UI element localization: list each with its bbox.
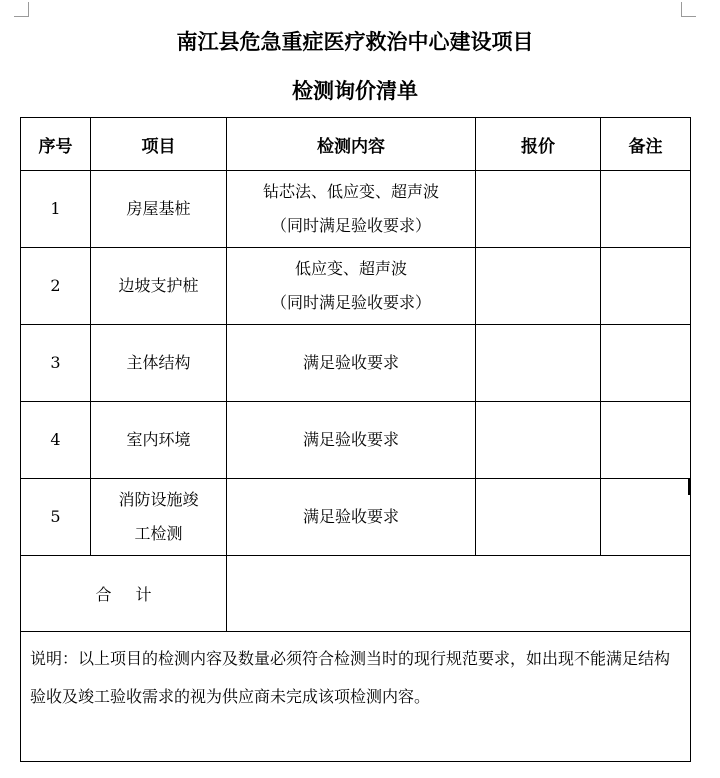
table-row bbox=[21, 171, 691, 248]
row-no: 2 bbox=[21, 248, 91, 325]
total-row bbox=[21, 556, 691, 632]
row-content bbox=[227, 171, 476, 248]
content-line: （同时满足验收要求） bbox=[270, 293, 431, 312]
header-content: 检测内容 bbox=[227, 118, 476, 171]
total-label-text: 合计 bbox=[95, 585, 176, 604]
page-corner-mark-right bbox=[681, 2, 696, 17]
document-subtitle: 检测询价清单 bbox=[292, 79, 418, 103]
row-no: 4 bbox=[21, 402, 91, 479]
content-line: 低应变、超声波 bbox=[294, 259, 407, 278]
page-corner-mark-left bbox=[14, 2, 29, 17]
note-row bbox=[21, 632, 691, 762]
total-label bbox=[21, 556, 227, 632]
header-no: 序号 bbox=[21, 118, 91, 171]
text-cursor-mark bbox=[688, 479, 691, 495]
row-item bbox=[91, 479, 227, 556]
header-price: 报价 bbox=[476, 118, 601, 171]
row-item: 房屋基桩 bbox=[91, 171, 227, 248]
row-item: 边坡支护桩 bbox=[91, 248, 227, 325]
row-price[interactable] bbox=[476, 248, 601, 325]
row-no: 3 bbox=[21, 325, 91, 402]
total-value[interactable] bbox=[227, 556, 691, 632]
row-price[interactable] bbox=[476, 325, 601, 402]
row-price[interactable] bbox=[476, 171, 601, 248]
row-content: 满足验收要求 bbox=[227, 325, 476, 402]
table-row bbox=[21, 248, 691, 325]
table-row bbox=[21, 325, 691, 402]
table-header-row bbox=[21, 118, 691, 171]
row-no: 5 bbox=[21, 479, 91, 556]
document-title: 南江县危急重症医疗救治中心建设项目 bbox=[176, 30, 534, 54]
row-content: 满足验收要求 bbox=[227, 402, 476, 479]
row-price[interactable] bbox=[476, 479, 601, 556]
row-no: 1 bbox=[21, 171, 91, 248]
header-remark: 备注 bbox=[601, 118, 691, 171]
item-line: 消防设施竣 bbox=[118, 490, 199, 509]
row-content bbox=[227, 248, 476, 325]
row-remark[interactable] bbox=[601, 248, 691, 325]
table-row bbox=[21, 479, 691, 556]
row-item: 主体结构 bbox=[91, 325, 227, 402]
header-item: 项目 bbox=[91, 118, 227, 171]
content-line: （同时满足验收要求） bbox=[270, 216, 431, 235]
row-content: 满足验收要求 bbox=[227, 479, 476, 556]
row-item: 室内环境 bbox=[91, 402, 227, 479]
content-line: 钻芯法、低应变、超声波 bbox=[262, 182, 439, 201]
row-remark[interactable] bbox=[601, 171, 691, 248]
item-line: 工检测 bbox=[134, 524, 183, 543]
row-remark[interactable] bbox=[601, 402, 691, 479]
table-row bbox=[21, 402, 691, 479]
row-remark[interactable] bbox=[601, 479, 691, 556]
inquiry-table bbox=[20, 117, 691, 762]
note-text: 说明：以上项目的检测内容及数量必须符合检测当时的现行规范要求，如出现不能满足结构验收及竣工验收需求的视为供应商未完成该项检测内容。 bbox=[21, 632, 691, 762]
row-remark[interactable] bbox=[601, 325, 691, 402]
row-price[interactable] bbox=[476, 402, 601, 479]
